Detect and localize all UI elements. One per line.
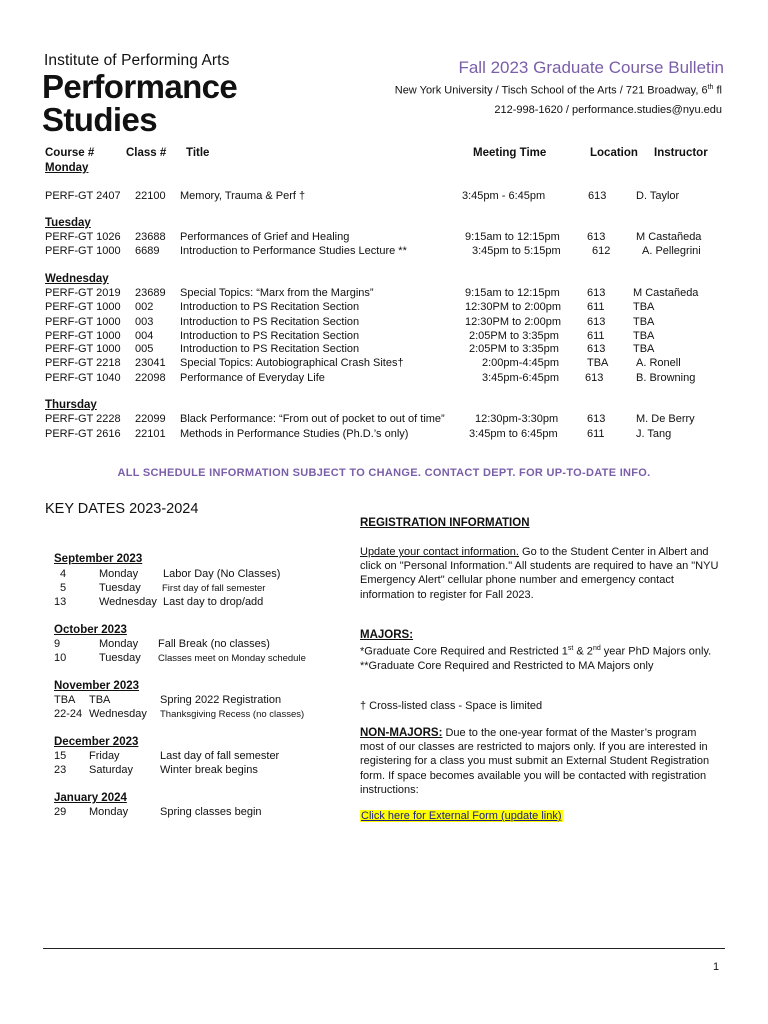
- location: 611: [587, 428, 605, 440]
- course-code: PERF-GT 2228: [45, 413, 121, 425]
- course-code: PERF-GT 1000: [45, 245, 121, 257]
- nonmajors-paragraph: NON-MAJORS: Due to the one-year format of the Master’s program most of our classes are restricted to majors only. If you are interested in registering for a class you must submit an External Student Registration form. If space becomes available you will be contacted with registration instructions:: [360, 727, 710, 796]
- meeting-time: 2:00pm-4:45pm: [482, 357, 560, 369]
- course-code: PERF-GT 2019: [45, 287, 121, 299]
- class-number: 004: [135, 330, 154, 342]
- page-number: 1: [713, 961, 720, 973]
- course-code: PERF-GT 1026: [45, 231, 121, 243]
- key-day: Monday: [99, 568, 139, 580]
- location: 613: [587, 316, 606, 328]
- key-day: Tuesday: [99, 582, 141, 594]
- key-event: Classes meet on Monday schedule: [158, 653, 306, 664]
- location: 613: [587, 231, 606, 243]
- course-code: PERF-GT 1000: [45, 316, 121, 328]
- key-day: Tuesday: [99, 652, 141, 664]
- meeting-time: 3:45pm-6:45pm: [482, 372, 560, 384]
- key-date: TBA: [54, 694, 76, 706]
- key-date: 9: [54, 638, 61, 650]
- update-contact-link[interactable]: Update your contact information.: [360, 546, 519, 558]
- bulletin-title: Fall 2023 Graduate Course Bulletin: [458, 58, 724, 77]
- course-row: [0, 357, 768, 371]
- class-number: 22098: [135, 372, 166, 384]
- key-date-row: [0, 568, 360, 582]
- key-date: 13: [54, 596, 67, 608]
- address-line: New York University / Tisch School of the Arts / 721 Broadway, 6th fl: [394, 84, 722, 97]
- nonmajors-heading: NON-MAJORS:: [360, 727, 443, 739]
- key-event: Last day to drop/add: [163, 596, 264, 608]
- key-date: 10: [54, 652, 67, 664]
- course-title: Special Topics: “Marx from the Margins”: [180, 287, 374, 299]
- key-date-row: [0, 764, 360, 778]
- course-title: Memory, Trauma & Perf †: [180, 190, 306, 202]
- meeting-time: 12:30PM to 2:00pm: [465, 316, 562, 328]
- course-title: Performances of Grief and Healing: [180, 231, 350, 243]
- crosslisted-note: † Cross-listed class - Space is limited: [360, 700, 543, 712]
- course-title: Special Topics: Autobiographical Crash Sites†: [180, 357, 404, 369]
- meeting-time: 3:45pm to 6:45pm: [469, 428, 558, 440]
- contact-info-paragraph: Update your contact information. Go to the Student Center in Albert and click on "Personal Information." All students are required to have an "NYU Emergency Alert" cellular phone number and emergency contact information to register for Fall 2023.: [360, 546, 719, 601]
- col-meeting-time: Meeting Time: [473, 147, 547, 159]
- course-row: [0, 330, 768, 344]
- class-number: 22101: [135, 428, 166, 440]
- instructor: TBA: [633, 343, 655, 355]
- majors-phd-note: *Graduate Core Required and Restricted 1st & 2nd year PhD Majors only.: [360, 645, 712, 658]
- course-title: Methods in Performance Studies (Ph.D.’s only): [180, 428, 409, 440]
- instructor: A. Pellegrini: [642, 245, 701, 257]
- key-day: Wednesday: [99, 596, 157, 608]
- key-day: TBA: [89, 694, 111, 706]
- course-title: Introduction to PS Recitation Section: [180, 330, 360, 342]
- course-row: [0, 287, 768, 301]
- external-form-link[interactable]: Click here for External Form (update link): [361, 810, 562, 822]
- instructor: B. Browning: [636, 372, 696, 384]
- col-title: Title: [186, 147, 210, 159]
- key-date: 5: [60, 582, 67, 594]
- meeting-time: 2:05PM to 3:35pm: [469, 343, 559, 355]
- instructor: A. Ronell: [636, 357, 681, 369]
- day-heading-wednesday: Wednesday: [45, 273, 109, 285]
- key-date-row: [0, 582, 360, 596]
- course-code: PERF-GT 2407: [45, 190, 121, 202]
- instructor: TBA: [633, 330, 655, 342]
- schedule-notice: ALL SCHEDULE INFORMATION SUBJECT TO CHANGE. CONTACT DEPT. FOR UP-TO-DATE INFO.: [117, 467, 651, 479]
- key-event: Last day of fall semester: [160, 750, 280, 762]
- key-date: 4: [60, 568, 67, 580]
- course-row: [0, 301, 768, 315]
- key-date-row: [0, 596, 360, 610]
- key-day: Friday: [89, 750, 120, 762]
- course-title: Black Performance: “From out of pocket to out of time”: [180, 413, 445, 425]
- location: 612: [592, 245, 611, 257]
- location: TBA: [587, 357, 609, 369]
- key-event: Thanksgiving Recess (no classes): [160, 709, 305, 720]
- course-row: [0, 413, 768, 427]
- instructor: M Castañeda: [633, 287, 699, 299]
- course-row: [0, 190, 768, 204]
- location: 613: [585, 372, 604, 384]
- course-code: PERF-GT 2218: [45, 357, 121, 369]
- location: 611: [587, 330, 605, 342]
- course-row: [0, 231, 768, 245]
- month-heading-november: November 2023: [54, 680, 140, 692]
- month-heading-january: January 2024: [54, 792, 127, 804]
- course-title: Introduction to PS Recitation Section: [180, 343, 360, 355]
- instructor: M Castañeda: [636, 231, 702, 243]
- key-date-row: [0, 638, 360, 652]
- class-number: 003: [135, 316, 154, 328]
- logo-title-line1: Performance: [42, 68, 238, 105]
- course-code: PERF-GT 1000: [45, 301, 121, 313]
- class-number: 22100: [135, 190, 166, 202]
- course-code: PERF-GT 1040: [45, 372, 121, 384]
- course-title: Introduction to PS Recitation Section: [180, 316, 360, 328]
- key-day: Saturday: [89, 764, 134, 776]
- location: 613: [588, 190, 607, 202]
- instructor: D. Taylor: [636, 190, 680, 202]
- class-number: 005: [135, 343, 154, 355]
- key-date: 23: [54, 764, 67, 776]
- course-row: [0, 372, 768, 386]
- class-number: 23689: [135, 287, 166, 299]
- course-code: PERF-GT 1000: [45, 330, 121, 342]
- majors-heading: MAJORS:: [360, 629, 414, 641]
- key-date: 22-24: [54, 708, 83, 720]
- meeting-time: 3:45pm to 5:15pm: [472, 245, 561, 257]
- key-date-row: [0, 694, 360, 708]
- key-day: Wednesday: [89, 708, 147, 720]
- month-heading-december: December 2023: [54, 736, 139, 748]
- majors-ma-note: **Graduate Core Required and Restricted to MA Majors only: [360, 660, 654, 673]
- majors-section: [360, 628, 720, 673]
- month-heading-september: September 2023: [54, 553, 143, 565]
- course-code: PERF-GT 2616: [45, 428, 121, 440]
- meeting-time: 9:15am to 12:15pm: [465, 287, 560, 299]
- logo-title-line2: Studies: [42, 101, 157, 138]
- key-date: 29: [54, 806, 67, 818]
- course-title: Introduction to Performance Studies Lecture **: [180, 245, 407, 257]
- registration-heading: REGISTRATION INFORMATION: [360, 517, 530, 529]
- instructor: TBA: [633, 316, 655, 328]
- day-heading-monday: Monday: [45, 162, 89, 174]
- key-dates-title: KEY DATES 2023-2024: [45, 501, 199, 517]
- meeting-time: 2:05PM to 3:35pm: [469, 330, 559, 342]
- key-event: Winter break begins: [160, 764, 258, 776]
- course-row: [0, 245, 768, 259]
- instructor: M. De Berry: [636, 413, 695, 425]
- day-heading-thursday: Thursday: [45, 399, 97, 411]
- meeting-time: 12:30PM to 2:00pm: [465, 301, 562, 313]
- course-row: [0, 316, 768, 330]
- day-heading-tuesday: Tuesday: [45, 217, 91, 229]
- location: 613: [587, 413, 606, 425]
- class-number: 22099: [135, 413, 166, 425]
- class-number: 23041: [135, 357, 166, 369]
- course-row: [0, 343, 768, 357]
- class-number: 002: [135, 301, 154, 313]
- key-date-row: [0, 708, 360, 722]
- footer-divider: [43, 948, 725, 949]
- col-course: Course #: [45, 147, 95, 159]
- month-heading-october: October 2023: [54, 624, 127, 636]
- col-class: Class #: [126, 147, 167, 159]
- key-event: First day of fall semester: [162, 583, 266, 594]
- contact-line: 212-998-1620 / performance.studies@nyu.edu: [494, 104, 722, 116]
- course-row: [0, 428, 768, 442]
- key-day: Monday: [99, 638, 139, 650]
- schedule-header: [0, 147, 768, 161]
- location: 613: [587, 343, 606, 355]
- col-instructor: Instructor: [654, 147, 708, 159]
- key-date-row: [0, 750, 360, 764]
- instructor: TBA: [633, 301, 655, 313]
- key-event: Spring 2022 Registration: [160, 694, 282, 706]
- meeting-time: 12:30pm-3:30pm: [475, 413, 559, 425]
- class-number: 23688: [135, 231, 166, 243]
- col-location: Location: [590, 147, 638, 159]
- class-number: 6689: [135, 245, 160, 257]
- key-date: 15: [54, 750, 67, 762]
- location: 611: [587, 301, 605, 313]
- course-title: Introduction to PS Recitation Section: [180, 301, 360, 313]
- key-day: Monday: [89, 806, 129, 818]
- key-event: Labor Day (No Classes): [163, 568, 281, 580]
- logo-subtitle: Institute of Performing Arts: [44, 52, 230, 69]
- meeting-time: 9:15am to 12:15pm: [465, 231, 560, 243]
- course-code: PERF-GT 1000: [45, 343, 121, 355]
- course-title: Performance of Everyday Life: [180, 372, 325, 384]
- key-date-row: [0, 652, 360, 666]
- meeting-time: 3:45pm - 6:45pm: [462, 190, 546, 202]
- key-event: Fall Break (no classes): [158, 638, 270, 650]
- key-event: Spring classes begin: [160, 806, 262, 818]
- instructor: J. Tang: [636, 428, 672, 440]
- location: 613: [587, 287, 606, 299]
- key-date-row: [0, 806, 360, 820]
